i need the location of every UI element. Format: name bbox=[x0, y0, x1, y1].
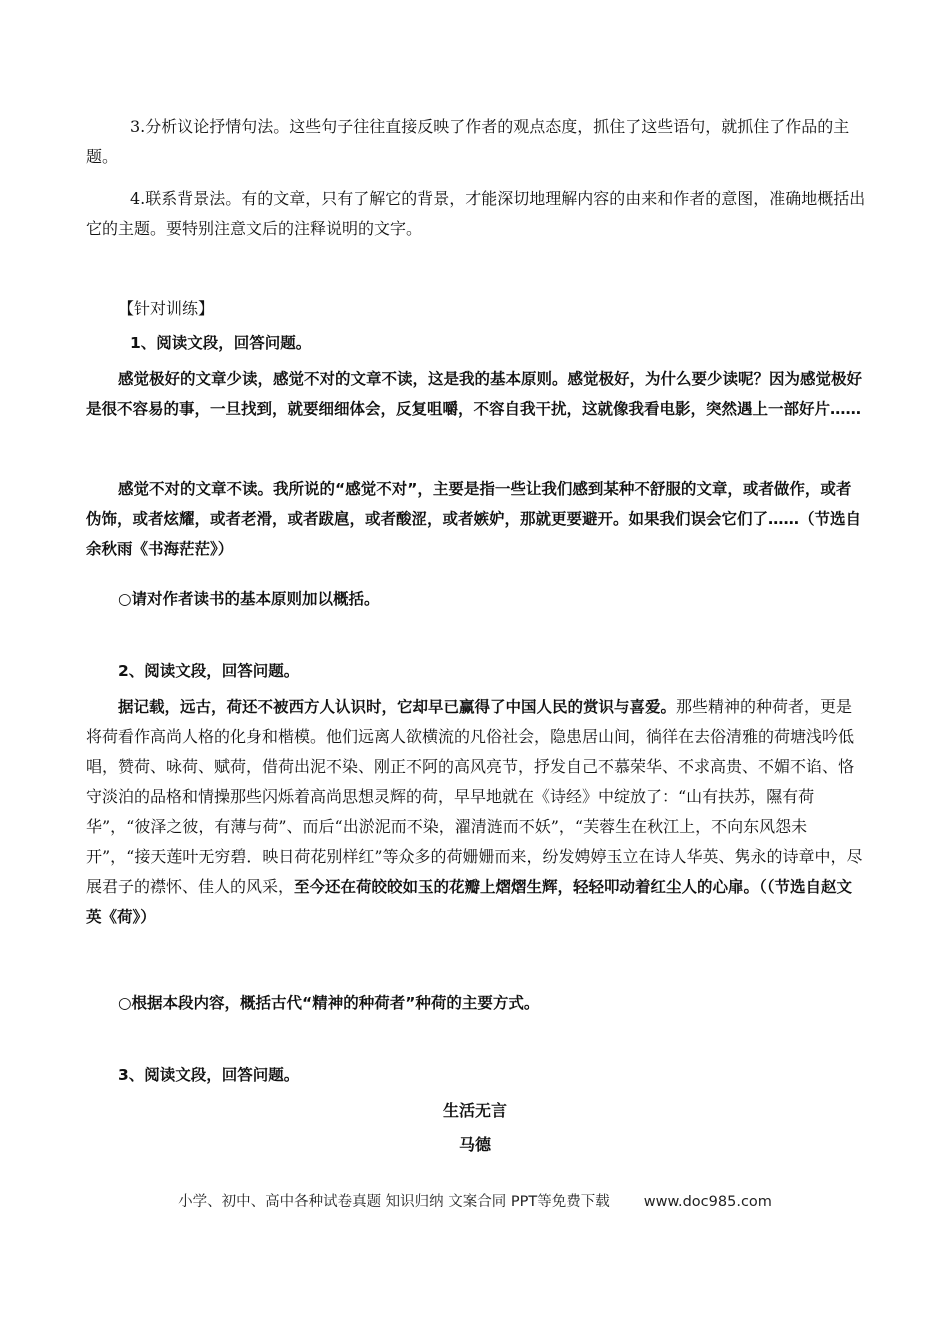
footer-url[interactable]: www.doc985.com bbox=[643, 1194, 772, 1210]
method-3-paragraph: 3.分析议论抒情句法。这些句子往往直接反映了作者的观点态度，抓住了这些语句，就抓住了作品的主题。 bbox=[86, 117, 850, 166]
q2-question: ○根据本段内容，概括古代“精神的种荷者”种荷的主要方式。 bbox=[118, 994, 540, 1012]
q2-bold-end: 至今还在荷皎皎如玉的花瓣上熠熠生辉，轻轻叩动着红尘人的心扉。（（节选自赵文英《荷》） bbox=[86, 878, 853, 926]
passage-author: 马德 bbox=[458, 1135, 491, 1154]
q1-paragraph-1: 感觉极好的文章少读，感觉不对的文章不读，这是我的基本原则。感觉极好，为什么要少读呢？因为感觉极好是很不容易的事，一旦找到，就要细细体会，反复咀嚼，不容自我干扰，这就像我看电影，突然遇上一部好片…… bbox=[86, 370, 863, 418]
method-4-paragraph: 4.联系背景法。有的文章，只有了解它的背景，才能深切地理解内容的由来和作者的意图，准确地概括出它的主题。要特别注意文后的注释说明的文字。 bbox=[86, 189, 866, 238]
page-footer bbox=[0, 1190, 950, 1211]
q1-question: ○请对作者读书的基本原则加以概括。 bbox=[118, 590, 380, 608]
section-title: 【针对训练】 bbox=[118, 299, 215, 318]
q1-paragraph-2: 感觉不对的文章不读。我所说的“感觉不对”，主要是指一些让我们感到某种不舒服的文章，或者做作，或者伪饰，或者炫耀，或者老滑，或者跋扈，或者酸涩，或者嫉妒，那就更要避开。如果我们误会它们了……（节选自余秋雨《书海茫茫》） bbox=[86, 480, 862, 558]
q2-bold-start: 据记载，远古，荷还不被西方人认识时，它却早已赢得了中国人民的赏识与喜爱。 bbox=[118, 698, 677, 716]
footer-text: 小学、初中、高中各种试卷真题 知识归纳 文案合同 PPT等免费下载 bbox=[178, 1194, 610, 1210]
q2-heading: 2、阅读文段，回答问题。 bbox=[118, 662, 300, 680]
passage-title: 生活无言 bbox=[442, 1101, 507, 1120]
q2-paragraph bbox=[86, 692, 866, 932]
q2-body-text: 那些精神的种荷者，更是将荷看作高尚人格的化身和楷模。他们远离人欲横流的凡俗社会，隐患居山间，徜徉在去俗清雅的荷塘浅吟低唱，赞荷、咏荷、赋荷，借荷出泥不染、刚正不阿的高风亮节，抒发自己不慕荣华、不求高贵、不媚不谄、恪守淡泊的品格和情操那些闪烁着高尚思想灵辉的荷，早早地就在《诗经》中绽放了：“山有扶苏，隰有荷华”，“彼泽之彼，有薄与荷”、而后“出淤泥而不染，濯清涟而不妖”，“芙蓉生在秋江上，不向东风怨未开”，“接天莲叶无穷碧．映日荷花别样红”等众多的荷姗姗而来，纷发娉婷玉立在诗人华英、隽永的诗章中，尽展君子的襟怀、佳人的风采， bbox=[86, 697, 863, 896]
q3-heading: 3、阅读文段，回答问题。 bbox=[118, 1066, 300, 1084]
q1-heading: 1、阅读文段，回答问题。 bbox=[130, 334, 312, 352]
